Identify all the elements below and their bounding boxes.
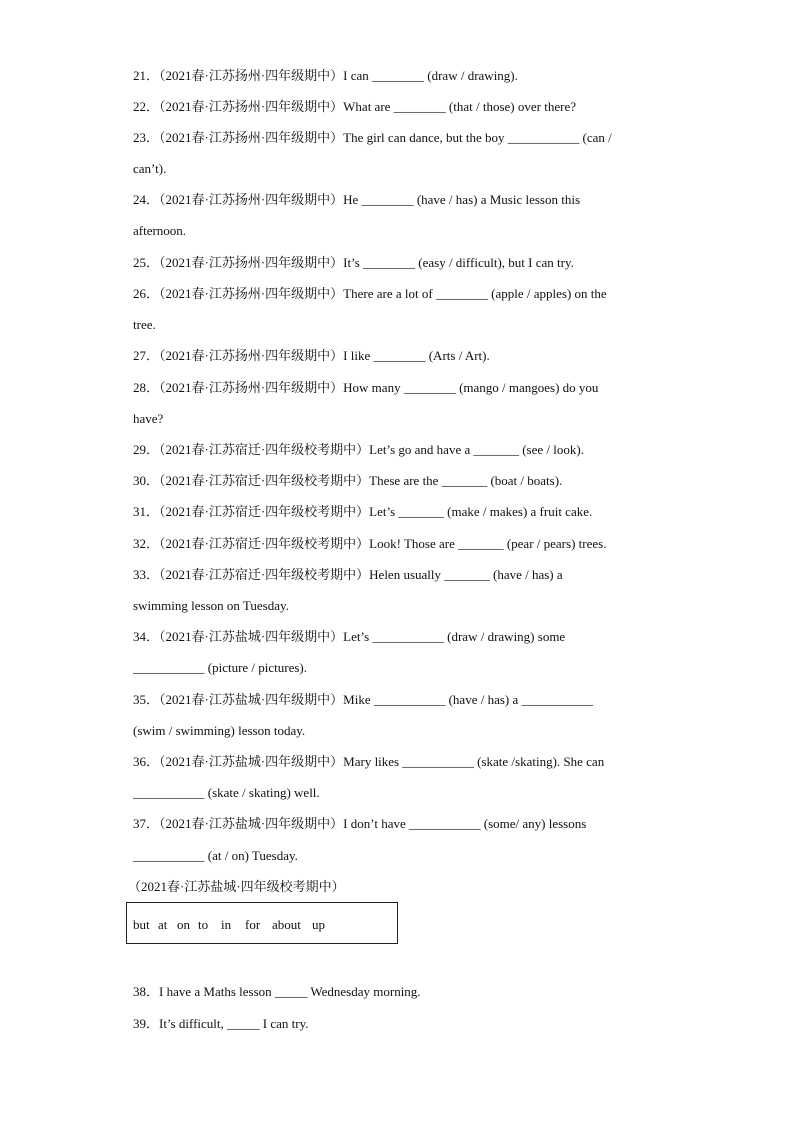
question-25: 25．（2021春·江苏扬州·四年级期中）It’s ________ (easy / difficult), but I can try. bbox=[133, 255, 574, 270]
question-36: 36．（2021春·江苏盐城·四年级期中）Mary likes ___________ (skate /skating). She can bbox=[133, 754, 605, 769]
question-37: 37．（2021春·江苏盐城·四年级期中）I don’t have ___________ (some/ any) lessons bbox=[133, 816, 587, 831]
question-27: 27．（2021春·江苏扬州·四年级期中）I like ________ (Arts / Art). bbox=[133, 348, 490, 363]
question-35: 35．（2021春·江苏盐城·四年级期中）Mike ___________ (have / has) a ___________ bbox=[133, 692, 594, 707]
question-23-continued: can’t). bbox=[133, 161, 167, 176]
question-30: 30．（2021春·江苏宿迁·四年级校考期中）These are the _______ (boat / boats). bbox=[133, 473, 563, 488]
question-38: 38．I have a Maths lesson _____ Wednesday morning. bbox=[133, 984, 421, 999]
question-23: 23．（2021春·江苏扬州·四年级期中）The girl can dance, but the boy ___________ (can / bbox=[133, 130, 612, 145]
question-26-continued: tree. bbox=[133, 317, 156, 332]
section-source: （2021春·江苏盐城·四年级校考期中） bbox=[128, 879, 345, 894]
word-bank-item: in bbox=[221, 917, 232, 932]
question-34: 34．（2021春·江苏盐城·四年级期中）Let’s ___________ (draw / drawing) some bbox=[133, 629, 566, 644]
question-28: 28．（2021春·江苏扬州·四年级期中）How many ________ (mango / mangoes) do you bbox=[133, 380, 599, 395]
word-bank-item: but bbox=[133, 917, 150, 932]
word-bank bbox=[126, 902, 398, 944]
question-39: 39．It’s difficult, _____ I can try. bbox=[133, 1016, 309, 1031]
question-37-continued: ___________ (at / on) Tuesday. bbox=[133, 848, 298, 863]
question-33-continued: swimming lesson on Tuesday. bbox=[133, 598, 289, 613]
word-bank-item: on bbox=[177, 917, 190, 932]
word-bank-item: at bbox=[158, 917, 168, 932]
word-bank-item: for bbox=[245, 917, 261, 932]
word-bank-item: to bbox=[198, 917, 209, 932]
question-31: 31．（2021春·江苏宿迁·四年级校考期中）Let’s _______ (make / makes) a fruit cake. bbox=[133, 504, 593, 519]
question-32: 32．（2021春·江苏宿迁·四年级校考期中）Look! Those are _______ (pear / pears) trees. bbox=[133, 536, 607, 551]
question-24-continued: afternoon. bbox=[133, 223, 187, 238]
question-22: 22．（2021春·江苏扬州·四年级期中）What are ________ (that / those) over there? bbox=[133, 99, 576, 114]
question-34-continued: ___________ (picture / pictures). bbox=[133, 660, 308, 675]
question-35-continued: (swim / swimming) lesson today. bbox=[133, 723, 306, 738]
question-33: 33．（2021春·江苏宿迁·四年级校考期中）Helen usually _______ (have / has) a bbox=[133, 567, 563, 582]
question-21: 21．（2021春·江苏扬州·四年级期中）I can ________ (draw / drawing). bbox=[133, 68, 518, 83]
question-26: 26．（2021春·江苏扬州·四年级期中）There are a lot of ________ (apple / apples) on the bbox=[133, 286, 607, 301]
word-bank-item: about bbox=[272, 917, 301, 932]
question-24: 24．（2021春·江苏扬州·四年级期中）He ________ (have / has) a Music lesson this bbox=[133, 192, 581, 207]
question-28-continued: have? bbox=[133, 411, 164, 426]
question-36-continued: ___________ (skate / skating) well. bbox=[133, 785, 320, 800]
word-bank-item: up bbox=[312, 917, 325, 932]
question-29: 29．（2021春·江苏宿迁·四年级校考期中）Let’s go and have a _______ (see / look). bbox=[133, 442, 584, 457]
